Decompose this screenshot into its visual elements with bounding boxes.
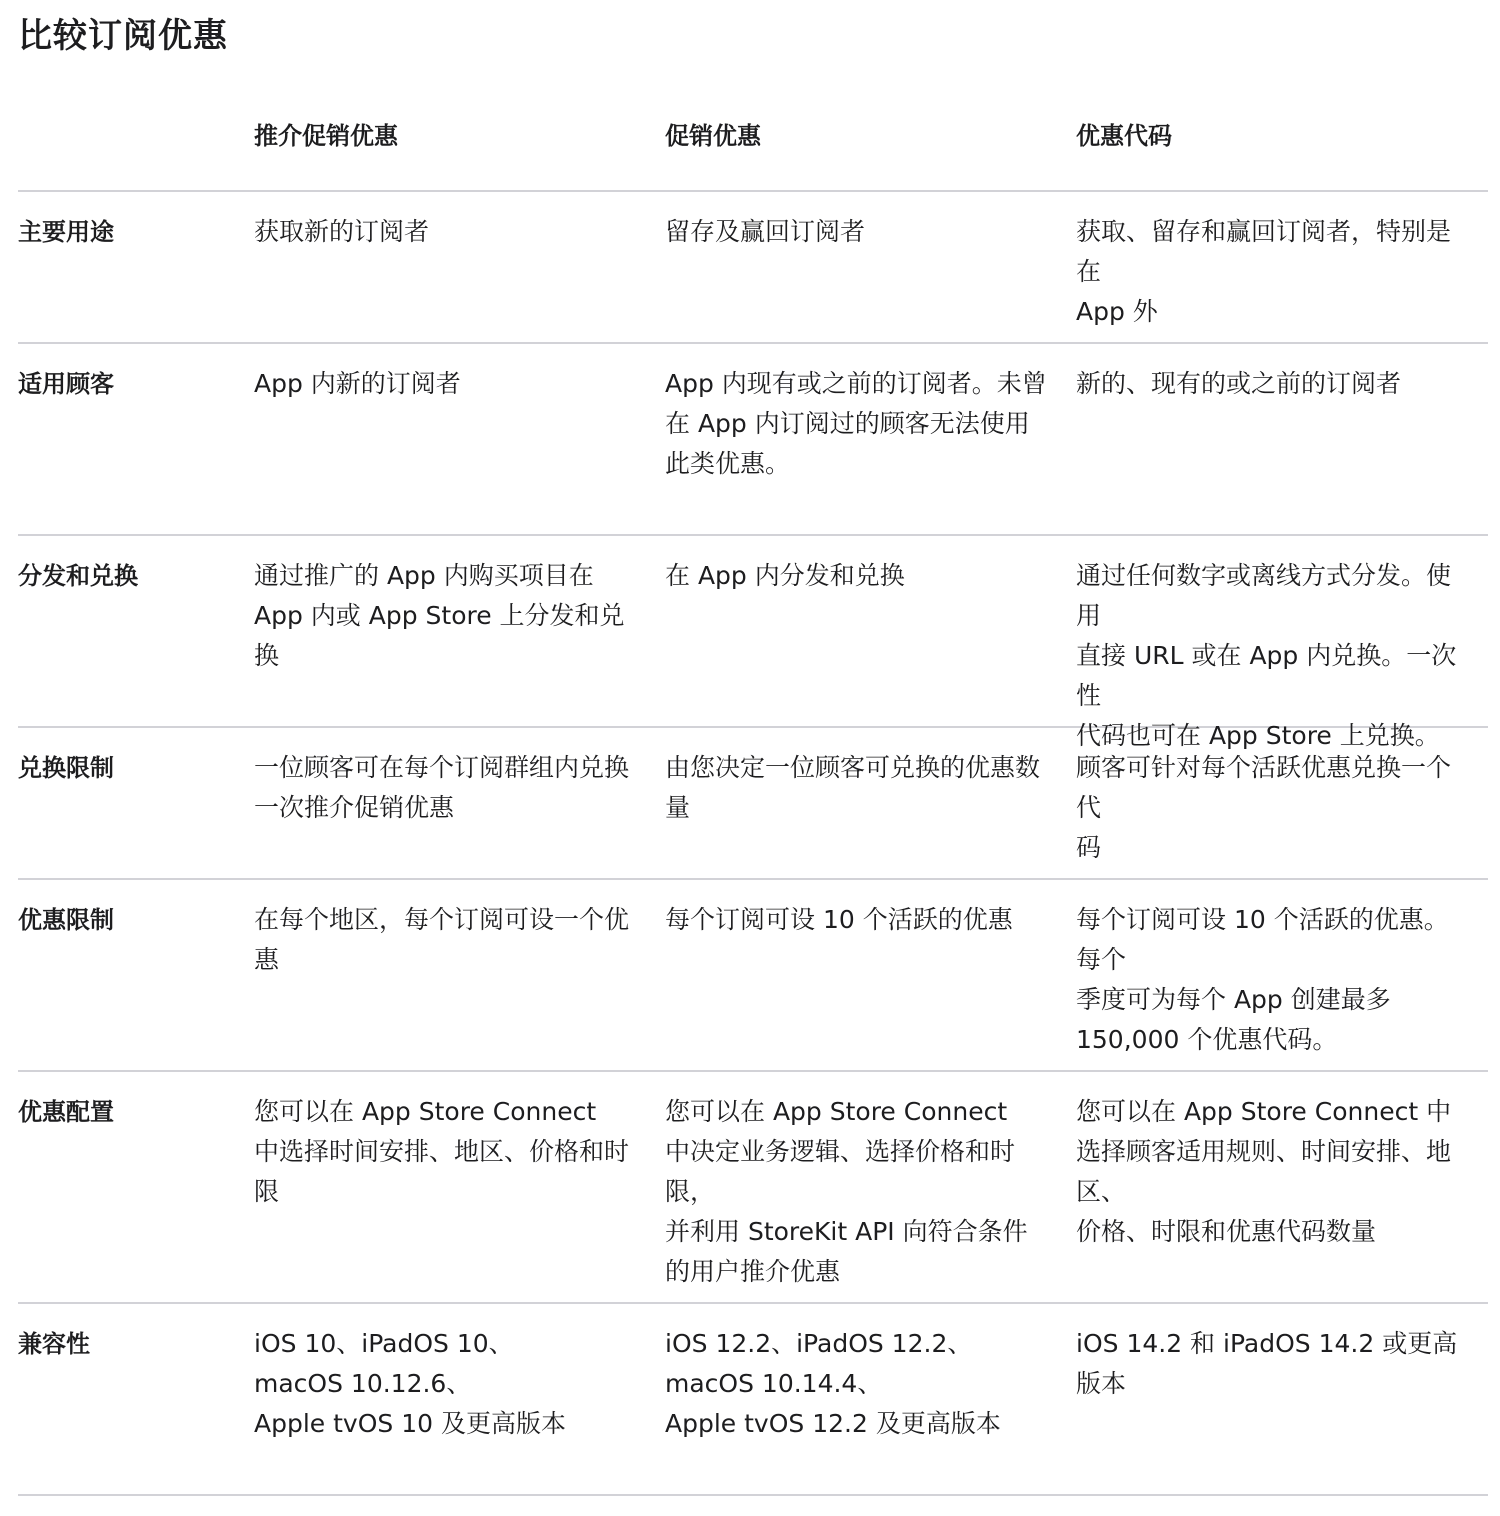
cell-text-line: iOS 14.2 和 iPadOS 14.2 或更高 xyxy=(1076,1329,1458,1358)
table-row xyxy=(18,1072,1488,1304)
cell-text-line: macOS 10.14.4、 xyxy=(665,1369,883,1398)
row-label: 兼容性 xyxy=(18,1330,90,1358)
row-label: 优惠配置 xyxy=(18,1098,114,1126)
cell-text-line: 由您决定一位顾客可兑换的优惠数 xyxy=(665,753,1041,782)
column-header: 优惠代码 xyxy=(1076,122,1172,150)
cell-text-line: 此类优惠。 xyxy=(665,449,791,478)
table-cell xyxy=(254,536,665,756)
table-row xyxy=(18,1304,1488,1496)
cell-text-line: 选择顾客适用规则、时间安排、地区、 xyxy=(1076,1137,1452,1206)
cell-text-line: 中决定业务逻辑、选择价格和时限， xyxy=(665,1137,1016,1206)
column-header: 推介促销优惠 xyxy=(254,122,398,150)
cell-text-line: 在 App 内订阅过的顾客无法使用 xyxy=(665,409,1030,438)
cell-text-line: 一位顾客可在每个订阅群组内兑换 xyxy=(254,753,630,782)
row-label: 主要用途 xyxy=(18,218,114,246)
header-corner-cell xyxy=(18,104,254,190)
table-header-row xyxy=(18,104,1488,192)
cell-text-line: macOS 10.12.6、 xyxy=(254,1369,472,1398)
table-cell xyxy=(1076,344,1488,534)
cell-text-line: 新的、现有的或之前的订阅者 xyxy=(1076,369,1402,398)
cell-text-line: 每个订阅可设 10 个活跃的优惠。每个 xyxy=(1076,905,1449,974)
cell-text-line: 顾客可针对每个活跃优惠兑换一个代 xyxy=(1076,753,1452,822)
table-cell xyxy=(254,344,665,534)
table-row xyxy=(18,728,1488,880)
cell-text-line: 在每个地区，每个订阅可设一个优 xyxy=(254,905,630,934)
cell-text-line: 量 xyxy=(665,793,691,822)
table-body xyxy=(18,192,1488,1496)
row-label: 兑换限制 xyxy=(18,754,114,782)
table-cell xyxy=(665,880,1076,1070)
table-cell xyxy=(665,192,1076,342)
table-cell xyxy=(254,1072,665,1302)
table-cell xyxy=(254,1304,665,1494)
column-header: 促销优惠 xyxy=(665,122,761,150)
cell-text-line: 季度可为每个 App 创建最多 xyxy=(1076,985,1391,1014)
cell-text-line: 通过推广的 App 内购买项目在 xyxy=(254,561,594,590)
table-cell xyxy=(1076,536,1488,756)
cell-text-line: 获取、留存和赢回订阅者，特别是在 xyxy=(1076,217,1452,286)
cell-text-line: iOS 10、iPadOS 10、 xyxy=(254,1329,514,1358)
cell-text-line: 惠 xyxy=(254,945,280,974)
table-cell xyxy=(665,536,1076,756)
table-row xyxy=(18,344,1488,536)
table-row xyxy=(18,536,1488,750)
cell-text-line: 获取新的订阅者 xyxy=(254,217,430,246)
row-label: 优惠限制 xyxy=(18,906,114,934)
cell-text-line: 150,000 个优惠代码。 xyxy=(1076,1025,1338,1054)
table-cell xyxy=(665,344,1076,534)
cell-text-line: 通过任何数字或离线方式分发。使用 xyxy=(1076,561,1452,630)
cell-text-line: 中选择时间安排、地区、价格和时限 xyxy=(254,1137,630,1206)
table-row xyxy=(18,192,1488,344)
cell-text-line: App 内新的订阅者 xyxy=(254,369,461,398)
cell-text-line: iOS 12.2、iPadOS 12.2、 xyxy=(665,1329,973,1358)
cell-text-line: 您可以在 App Store Connect xyxy=(254,1097,597,1126)
cell-text-line: 留存及赢回订阅者 xyxy=(665,217,866,246)
table-cell xyxy=(254,880,665,1070)
table-row xyxy=(18,880,1488,1072)
cell-text-line: 版本 xyxy=(1076,1369,1127,1398)
cell-text-line: 的用户推介优惠 xyxy=(665,1257,841,1286)
table-cell xyxy=(1076,728,1488,878)
cell-text-line: 您可以在 App Store Connect xyxy=(665,1097,1008,1126)
table-cell xyxy=(1076,1072,1488,1302)
cell-text-line: App 内现有或之前的订阅者。未曾 xyxy=(665,369,1047,398)
cell-text-line: 价格、时限和优惠代码数量 xyxy=(1076,1217,1377,1246)
cell-text-line: 一次推介促销优惠 xyxy=(254,793,455,822)
table-cell xyxy=(665,1072,1076,1302)
table-cell xyxy=(1076,1304,1488,1494)
table-cell xyxy=(254,192,665,342)
cell-text-line: 代码也可在 App Store 上兑换。 xyxy=(1076,721,1440,750)
cell-text-line: 直接 URL 或在 App 内兑换。一次性 xyxy=(1076,641,1457,710)
row-label: 分发和兑换 xyxy=(18,562,138,590)
table-cell xyxy=(665,1304,1076,1494)
cell-text-line: 并利用 StoreKit API 向符合条件 xyxy=(665,1217,1028,1246)
cell-text-line: 每个订阅可设 10 个活跃的优惠 xyxy=(665,905,1013,934)
row-label: 适用顾客 xyxy=(18,370,114,398)
table-cell xyxy=(1076,192,1488,342)
cell-text-line: Apple tvOS 10 及更高版本 xyxy=(254,1409,566,1438)
page-title: 比较订阅优惠 xyxy=(18,16,228,56)
cell-text-line: Apple tvOS 12.2 及更高版本 xyxy=(665,1409,1001,1438)
table-cell xyxy=(254,728,665,878)
cell-text-line: App 外 xyxy=(1076,297,1158,326)
table-cell xyxy=(1076,880,1488,1070)
cell-text-line: 码 xyxy=(1076,833,1102,862)
cell-text-line: 换 xyxy=(254,641,280,670)
table-cell xyxy=(665,728,1076,878)
cell-text-line: 您可以在 App Store Connect 中 xyxy=(1076,1097,1452,1126)
cell-text-line: 在 App 内分发和兑换 xyxy=(665,561,905,590)
comparison-table xyxy=(18,104,1488,1496)
cell-text-line: App 内或 App Store 上分发和兑 xyxy=(254,601,625,630)
